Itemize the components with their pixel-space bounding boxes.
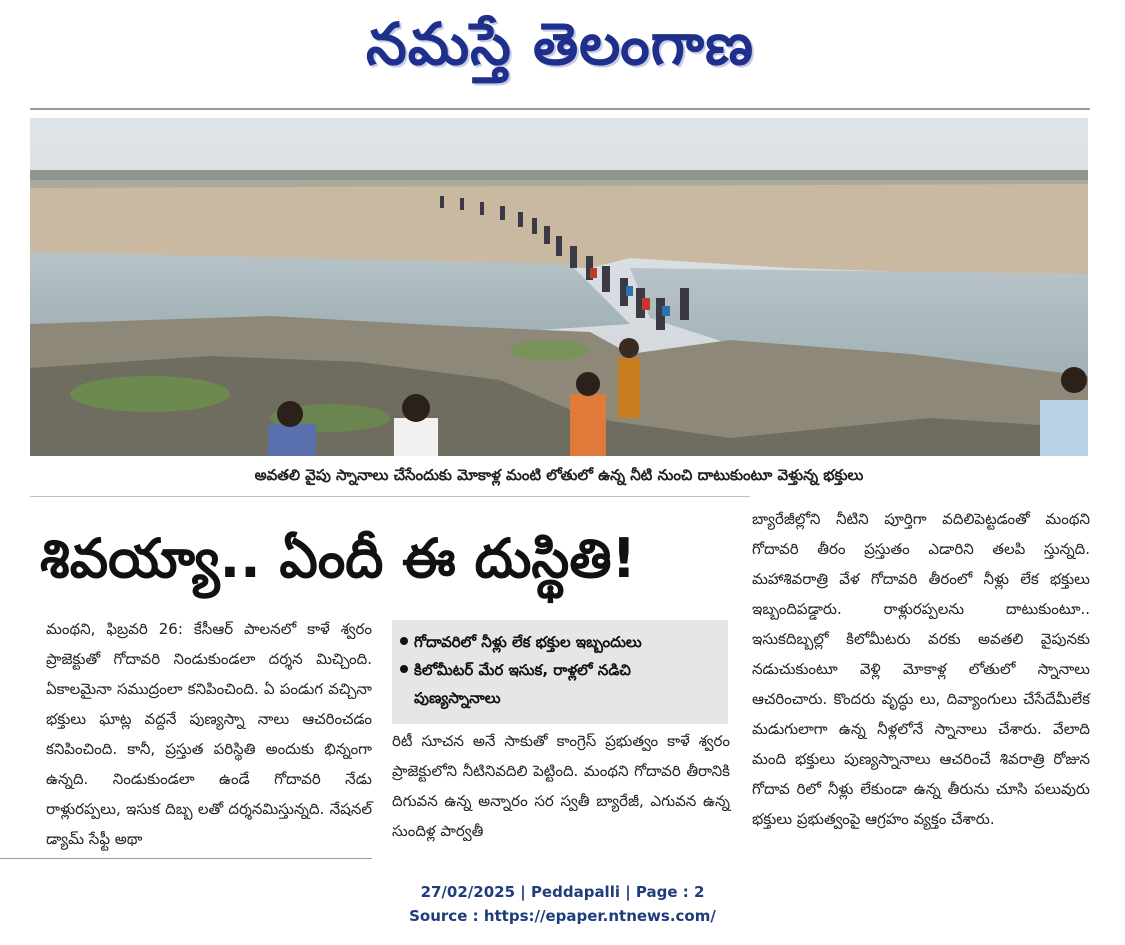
highlight-text: గోదావరిలో నీళ్లు లేక భక్తుల ఇబ్బందులు	[414, 633, 642, 651]
article-paragraph: బ్యారేజీల్లోని నీటిని పూర్తిగా వదిలిపెట్టడంతో మంథని గోదావరి తీరం ప్రస్తుతం ఎడారిని తలపి స్తున్నది. మహాశివరాత్రి వేళ గోదావరి తీరంలో నీళ్లు లేక భక్తులు ఇబ్బందిపడ్డారు. రాళ్లురప్పలను దాటుకుంటూ.. ఇసుకదిబ్బల్లో కిలోమీటరు వరకు అవతలి వైపునకు నడుచుకుంటూ వెళ్లి మోకాళ్ల లోతులో స్నానాలు ఆచరించారు. కొందరు వృద్ధు లు, దివ్యాంగులు చేసేదేమీలేక మడుగులాగా ఉన్న నీళ్లలోనే స్నానాలు చేశారు. వేలాది మంది భక్తులు పుణ్యస్నానాలు ఆచరించే శివరాత్రి రోజున గోదావ రిలో నీళ్లు లేకుండా ఉన్న తీరును చూసి పలువురు భక్తులు ప్రభుత్వంపై ఆగ్రహం వ్యక్తం చేశారు.	[752, 510, 1090, 828]
highlight-item	[400, 628, 722, 656]
highlight-text: కిలోమీటర్ మేర ఇసుక, రాళ్లలో నడిచి పుణ్యస్నానాలు	[414, 661, 631, 707]
article-bottom-rule	[0, 858, 372, 859]
photo-caption: అవతలి వైపు స్నానాలు చేసేందుకు మోకాళ్ల మంటి లోతులో ఉన్న నీటి నుంచి దాటుకుంటూ వెళ్తున్న భక్తులు	[254, 466, 864, 484]
caption-divider	[30, 496, 750, 497]
news-photo	[30, 118, 1088, 456]
bullet-icon	[400, 628, 414, 656]
article-column-3	[752, 504, 1090, 834]
footer-date-edition: 27/02/2025 | Peddapalli | Page : 2	[420, 883, 705, 901]
page-footer	[0, 880, 1125, 928]
masthead	[0, 0, 1125, 108]
article-paragraph: రిటీ సూచన అనే సాకుతో కాంగ్రెస్ ప్రభుత్వం కాళే శ్వరం ప్రాజెక్టులోని నీటినివదిలి పెట్టింది. మంథని గోదావరి తీరానికి దిగువన ఉన్న అన్నారం సర స్వతీ బ్యారేజీ, ఎగువన ఉన్న సుందిళ్ల పార్వతీ	[392, 732, 730, 840]
highlight-item	[400, 656, 722, 712]
bullet-icon	[400, 656, 414, 712]
article-column-1	[46, 614, 372, 854]
masthead-divider	[30, 108, 1090, 110]
article-paragraph: మంథని, ఫిబ్రవరి 26: కేసీఆర్ పాలనలో కాళే శ్వరం ప్రాజెక్టుతో గోదావరి నిండుకుండలా దర్శన మిచ్చింది. ఏకాలమైనా సముద్రంలా కనిపించింది. ఏ పండుగ వచ్చినా భక్తులు ఘాట్ల వద్దనే పుణ్యస్నా నాలు ఆచరించడం కనిపించింది. కానీ, ప్రస్తుత పరిస్థితి అందుకు భిన్నంగా ఉన్నది. నిండుకుండలా ఉండే గోదావరి నేడు రాళ్లురప్పలు, ఇసుక దిబ్బ లతో దర్శనమిస్తున్నది. నేషనల్ డ్యామ్ సేఫ్టీ అథా	[46, 620, 372, 848]
newspaper-logo: నమస్తే తెలంగాణ	[366, 10, 754, 78]
river-crossing-photo	[30, 118, 1088, 456]
footer-source-link[interactable]: Source : https://epaper.ntnews.com/	[409, 907, 716, 925]
highlights-box	[392, 620, 728, 724]
article-column-2	[392, 726, 730, 846]
article-headline: శివయ్యా.. ఏందీ ఈ దుస్థితి!	[40, 527, 637, 590]
